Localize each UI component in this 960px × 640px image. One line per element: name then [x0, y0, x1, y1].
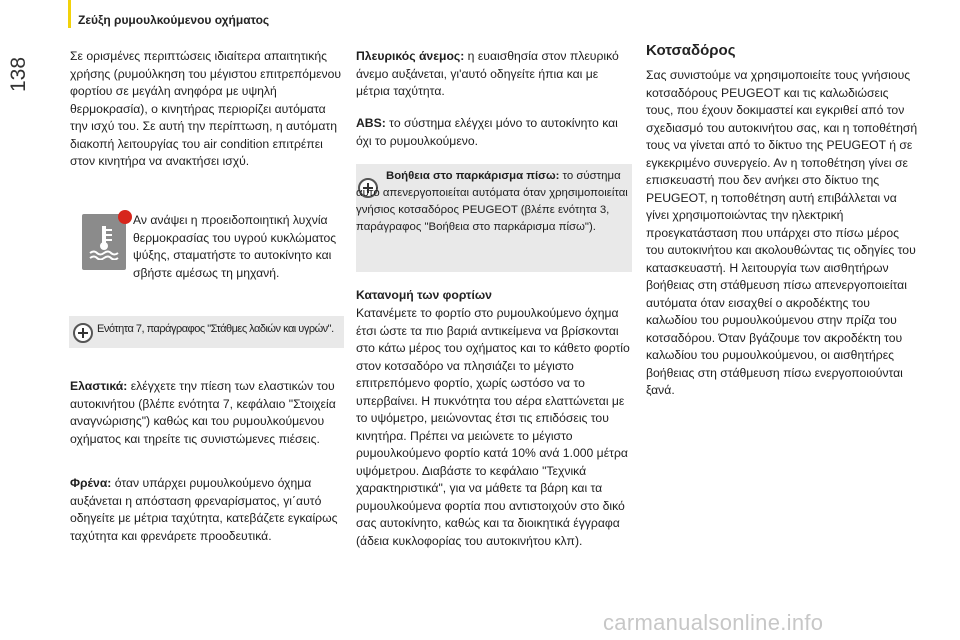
abs-text: το σύστημα ελέγχει μόνο το αυτοκίνητο και όχι το ρυμουλκούμενο. [356, 116, 618, 148]
brakes-label: Φρένα: [70, 476, 112, 490]
wind-text: η ευαισθησία στον πλευρικό άνεμο αυξάνεται, γι'αυτό οδηγείτε ήπια και με μέτρια ταχύτητα. [356, 49, 619, 98]
coolant-temperature-warning-icon [82, 214, 126, 270]
plus-icon [73, 323, 93, 343]
abs-paragraph [356, 115, 632, 150]
parking-text: το σύστημα αυτό απενεργοποιείται αυτόματα όταν χρησιμοποιείται γνήσιος κοτσαδόρος PEUGEOT (βλέπε ενότητα 3, παράγραφος "Βοήθεια στο παρκάρισμα πίσω"). [356, 170, 628, 233]
intro-paragraph: Σε ορισμένες περιπτώσεις ιδιαίτερα απαιτητικής χρήσης (ρυμούλκηση του μέγιστου επιτρεπόμενου φορτίου σε μεγάλη ανηφόρα με υψηλή θερμοκρασία), ο κινητήρας περιορίζει αυτόματα την ισχύ του. Σε αυτή την περίπτωση, η αυτόματη διακοπή λειτουργίας του air condition επιτρέπει στον κινητήρα να ανακτήσει ισχύ. [70, 49, 342, 168]
parking-note-lead [386, 168, 630, 185]
warning-paragraph: Αν ανάψει η προειδοποιητική λυχνία θερμοκρασίας του υγρού κυκλώματος ψύξης, σταματήστε το αυτοκίνητο και σβήστε αμέσως τη μηχανή. [133, 213, 337, 280]
abs-label: ABS: [356, 116, 386, 130]
towbar-title: Κοτσαδόρος [646, 42, 736, 59]
parking-label: Βοήθεια στο παρκάρισμα πίσω: [386, 170, 560, 182]
load-distribution-title: Κατανομή των φορτίων [356, 288, 492, 302]
wind-label: Πλευρικός άνεμος: [356, 49, 465, 63]
wind-paragraph [356, 48, 632, 101]
load-distribution-paragraph: Κατανέμετε το φορτίο στο ρυμουλκούμενο όχημα έτσι ώστε τα πιο βαριά αντικείμενα να βρίσκονται στο κάτω μέρος του οχήματος και το κάθετο φορτίο στον κοτσαδόρο να πλησιάζει το μέγιστο επιτρεπόμενο φορτίο, χωρίς ωστόσο να το υπερβαίνει. Η πυκνότητα του αέρα ελαττώνεται με το υψόμετρο, μειώνοντας έτσι τις επιδόσεις του κινητήρα. Πρέπει να μειώνετε το μέγιστο ρυμουλκούμενο φορτίο κατά 10% ανά 1.000 μέτρα υψόμετρου. Διαβάστε το κεφάλαιο "Τεχνικά χαρακτηριστικά", για να μάθετε τα βάρη και τα ρυμουλκούμενα φορτία που αντιστοιχούν στο δικό σας αυτοκίνητο, καθώς και τα διοικητικά έγγραφα (άδεια κυκλοφορίας του αυτοκινήτου κλπ). [356, 306, 630, 548]
watermark: carmanualsonline.info [603, 610, 824, 635]
header-accent-bar [68, 0, 71, 28]
page-number: 138 [7, 56, 30, 92]
brakes-paragraph [70, 475, 344, 545]
brakes-text: όταν υπάρχει ρυμουλκούμενο όχημα αυξάνεται η απόσταση φρεναρίσματος, γι΄αυτό οδηγείτε με μέτρια ταχύτητα, κατεβάζετε εγκαίρως ταχύτητα και φρενάρετε προοδευτικά. [70, 476, 338, 543]
tyres-text: ελέγχετε την πίεση των ελαστικών του αυτοκινήτου (βλέπε ενότητα 7, κεφάλαιο "Στοιχεία αναγνώρισης") καθώς και του ρυμουλκούμενου οχήματος και τηρείτε τις συνιστώμενες πιέσεις. [70, 379, 336, 446]
warning-red-dot [118, 210, 132, 224]
note-reference: Ενότητα 7, παράγραφος "Στάθμες λαδιών και υγρών". [97, 323, 334, 335]
towbar-paragraph: Σας συνιστούμε να χρησιμοποιείτε τους γνήσιους κοτσαδόρους PEUGEOT και τις καλωδιώσεις τους, που έχουν δοκιμαστεί και εγκριθεί από τον σχεδιασμό του αυτοκινήτου σας, και η τοποθέτησή τους να γίνεται από το δίκτυο της PEUGEOT ή σε εγκεκριμένο συνεργείο. Αν η τοποθέτηση γίνει σε επισκευαστή που δεν ανήκει στο δίκτυο της PEUGEOT, η τοποθέτηση αυτή επιβάλλεται να γίνει χρησιμοποιώντας την ηλεκτρική προεγκατάσταση που υπάρχει στο πίσω μέρος του αυτοκινήτου και ακολουθώντας τις οδηγίες του κατασκευαστή. Η λειτουργία των αισθητήρων βοήθειας στη στάθμευση πίσω απενεργοποιείται αυτόματα όταν εισαχθεί ο ακροδέκτης του καλωδίου του ρυμουλκούμενου στην πρίζα του κοτσαδόρου. Όταν βγάζουμε τον ακροδέκτη του καλωδίου του ρυμουλκούμενου, οι αισθητήρες βοήθειας στη στάθμευση πίσω ενεργοποιούνται ξανά. [646, 68, 918, 397]
page-header-title: Ζεύξη ρυμουλκούμενου οχήματος [78, 13, 270, 27]
tyres-paragraph [70, 378, 344, 448]
tyres-label: Ελαστικά: [70, 379, 128, 393]
